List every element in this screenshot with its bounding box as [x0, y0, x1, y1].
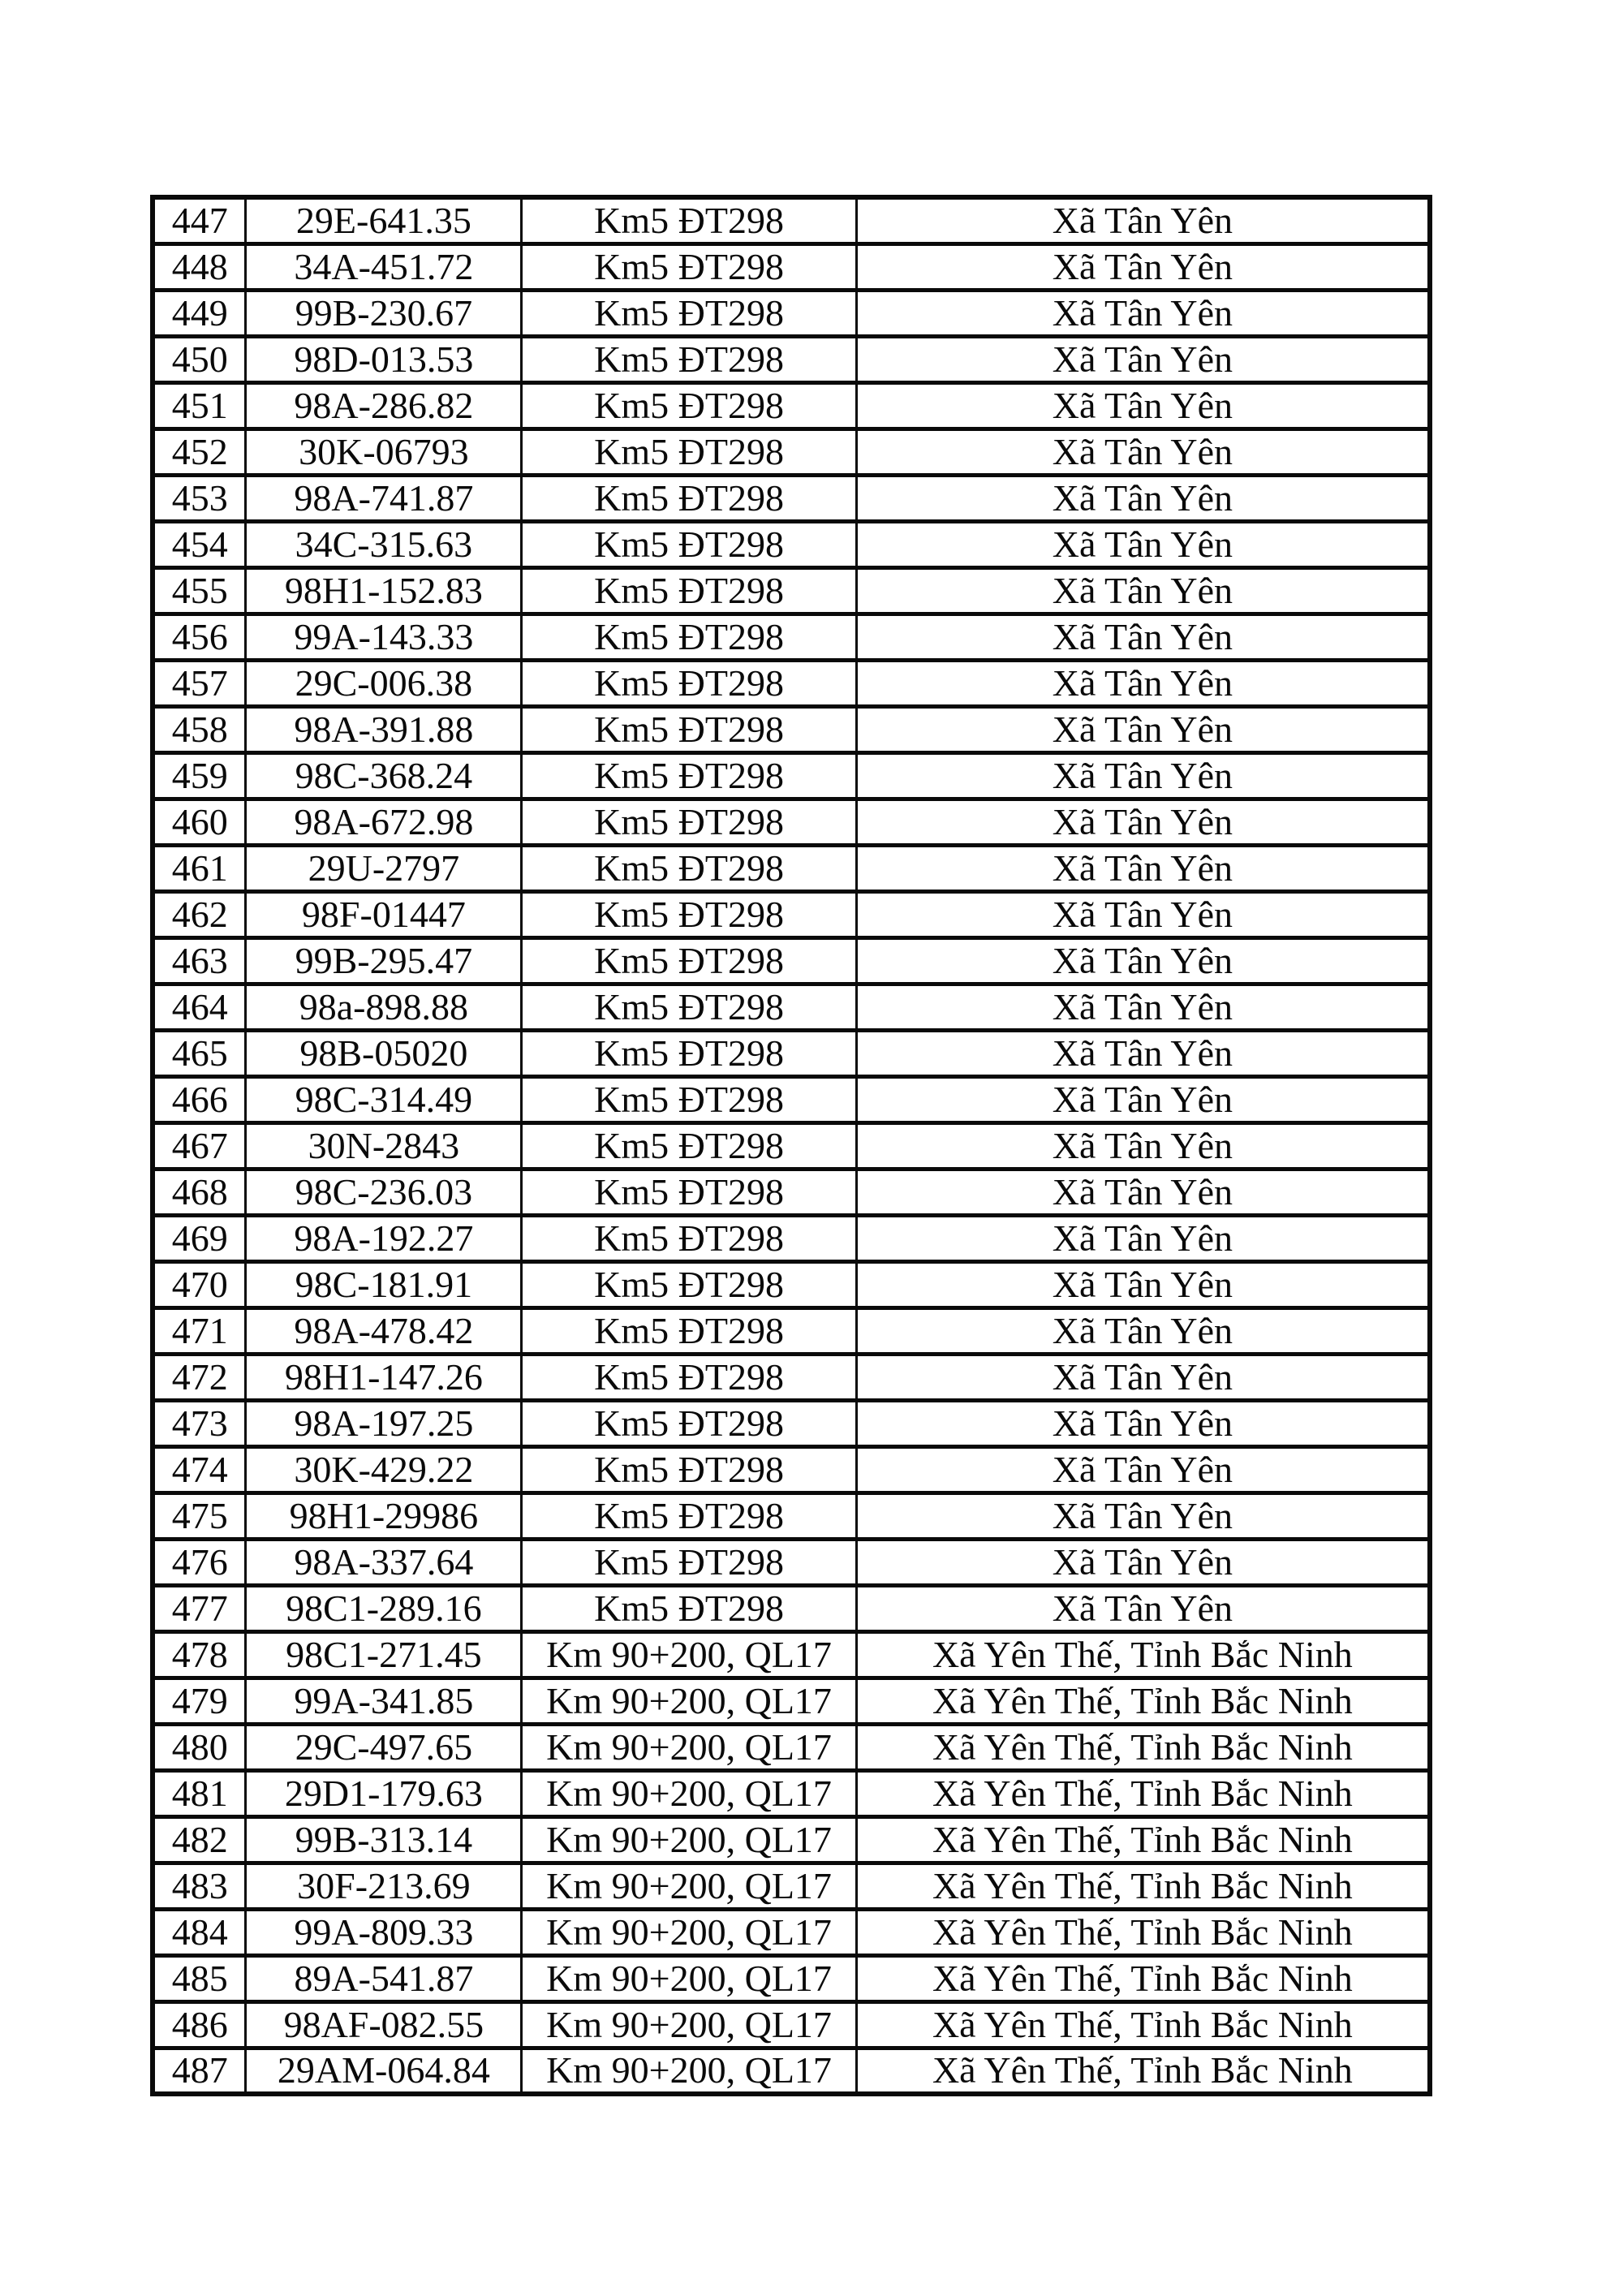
cell-location: Km5 ĐT298 [522, 614, 856, 660]
cell-license-plate: 98H1-147.26 [246, 1354, 522, 1400]
cell-row-number: 483 [153, 1863, 246, 1909]
table-row [153, 1539, 1430, 1585]
cell-license-plate: 98a-898.88 [246, 984, 522, 1030]
cell-row-number: 474 [153, 1446, 246, 1493]
cell-license-plate: 99A-341.85 [246, 1678, 522, 1724]
cell-place: Xã Yên Thế, Tỉnh Bắc Ninh [856, 2048, 1430, 2094]
cell-place: Xã Yên Thế, Tỉnh Bắc Ninh [856, 1724, 1430, 1770]
table-row [153, 1631, 1430, 1678]
cell-place: Xã Tân Yên [856, 1585, 1430, 1631]
cell-row-number: 485 [153, 1955, 246, 2001]
cell-place: Xã Tân Yên [856, 660, 1430, 706]
table-row [153, 521, 1430, 567]
cell-row-number: 468 [153, 1169, 246, 1215]
cell-license-plate: 30K-06793 [246, 429, 522, 475]
cell-location: Km 90+200, QL17 [522, 1678, 856, 1724]
cell-place: Xã Tân Yên [856, 1076, 1430, 1122]
table-row [153, 937, 1430, 984]
cell-license-plate: 98AF-082.55 [246, 2001, 522, 2048]
cell-place: Xã Tân Yên [856, 1030, 1430, 1076]
cell-place: Xã Yên Thế, Tỉnh Bắc Ninh [856, 1816, 1430, 1863]
table-row [153, 197, 1430, 243]
cell-location: Km5 ĐT298 [522, 521, 856, 567]
cell-location: Km5 ĐT298 [522, 660, 856, 706]
cell-row-number: 487 [153, 2048, 246, 2094]
cell-row-number: 465 [153, 1030, 246, 1076]
cell-row-number: 451 [153, 382, 246, 429]
cell-row-number: 479 [153, 1678, 246, 1724]
table-row [153, 845, 1430, 891]
cell-license-plate: 29E-641.35 [246, 197, 522, 243]
cell-place: Xã Tân Yên [856, 197, 1430, 243]
table-row [153, 1863, 1430, 1909]
table-body [153, 197, 1430, 2094]
cell-row-number: 467 [153, 1122, 246, 1169]
cell-license-plate: 30F-213.69 [246, 1863, 522, 1909]
cell-place: Xã Tân Yên [856, 429, 1430, 475]
cell-row-number: 461 [153, 845, 246, 891]
cell-license-plate: 34A-451.72 [246, 243, 522, 290]
cell-row-number: 462 [153, 891, 246, 937]
cell-place: Xã Yên Thế, Tỉnh Bắc Ninh [856, 1863, 1430, 1909]
cell-location: Km5 ĐT298 [522, 1261, 856, 1307]
table-row [153, 1446, 1430, 1493]
cell-row-number: 477 [153, 1585, 246, 1631]
cell-row-number: 459 [153, 752, 246, 799]
cell-location: Km5 ĐT298 [522, 290, 856, 336]
cell-license-plate: 98H1-152.83 [246, 567, 522, 614]
cell-license-plate: 98A-197.25 [246, 1400, 522, 1446]
cell-location: Km 90+200, QL17 [522, 1909, 856, 1955]
table-row [153, 1493, 1430, 1539]
table-row [153, 891, 1430, 937]
cell-license-plate: 98H1-29986 [246, 1493, 522, 1539]
cell-place: Xã Tân Yên [856, 1122, 1430, 1169]
table-row [153, 1354, 1430, 1400]
cell-location: Km5 ĐT298 [522, 1169, 856, 1215]
cell-location: Km5 ĐT298 [522, 1076, 856, 1122]
cell-place: Xã Yên Thế, Tỉnh Bắc Ninh [856, 1770, 1430, 1816]
cell-place: Xã Tân Yên [856, 1261, 1430, 1307]
cell-row-number: 472 [153, 1354, 246, 1400]
cell-row-number: 476 [153, 1539, 246, 1585]
cell-license-plate: 99B-313.14 [246, 1816, 522, 1863]
cell-place: Xã Tân Yên [856, 290, 1430, 336]
cell-license-plate: 98B-05020 [246, 1030, 522, 1076]
cell-location: Km 90+200, QL17 [522, 1724, 856, 1770]
cell-location: Km5 ĐT298 [522, 1539, 856, 1585]
cell-location: Km5 ĐT298 [522, 752, 856, 799]
cell-location: Km5 ĐT298 [522, 475, 856, 521]
cell-row-number: 480 [153, 1724, 246, 1770]
cell-license-plate: 99A-143.33 [246, 614, 522, 660]
table-row [153, 752, 1430, 799]
table-row [153, 1076, 1430, 1122]
cell-place: Xã Tân Yên [856, 1539, 1430, 1585]
cell-location: Km 90+200, QL17 [522, 1816, 856, 1863]
cell-location: Km5 ĐT298 [522, 429, 856, 475]
cell-license-plate: 29U-2797 [246, 845, 522, 891]
cell-license-plate: 29C-497.65 [246, 1724, 522, 1770]
cell-location: Km5 ĐT298 [522, 1030, 856, 1076]
cell-place: Xã Tân Yên [856, 614, 1430, 660]
cell-location: Km5 ĐT298 [522, 197, 856, 243]
table-row [153, 1122, 1430, 1169]
table-row [153, 429, 1430, 475]
cell-row-number: 475 [153, 1493, 246, 1539]
table-row [153, 1678, 1430, 1724]
table-row [153, 1955, 1430, 2001]
cell-row-number: 466 [153, 1076, 246, 1122]
cell-place: Xã Tân Yên [856, 382, 1430, 429]
cell-row-number: 455 [153, 567, 246, 614]
table-row [153, 1770, 1430, 1816]
cell-row-number: 469 [153, 1215, 246, 1261]
cell-license-plate: 98A-391.88 [246, 706, 522, 752]
table-row [153, 1261, 1430, 1307]
cell-place: Xã Yên Thế, Tỉnh Bắc Ninh [856, 1678, 1430, 1724]
cell-place: Xã Tân Yên [856, 243, 1430, 290]
table-row [153, 1400, 1430, 1446]
table-row [153, 1816, 1430, 1863]
table-row [153, 475, 1430, 521]
cell-license-plate: 30N-2843 [246, 1122, 522, 1169]
cell-license-plate: 34C-315.63 [246, 521, 522, 567]
cell-row-number: 453 [153, 475, 246, 521]
table-row [153, 336, 1430, 382]
cell-location: Km 90+200, QL17 [522, 2048, 856, 2094]
table-row [153, 1909, 1430, 1955]
cell-license-plate: 29C-006.38 [246, 660, 522, 706]
cell-place: Xã Tân Yên [856, 984, 1430, 1030]
cell-row-number: 450 [153, 336, 246, 382]
cell-license-plate: 98A-672.98 [246, 799, 522, 845]
cell-license-plate: 89A-541.87 [246, 1955, 522, 2001]
cell-row-number: 470 [153, 1261, 246, 1307]
cell-location: Km5 ĐT298 [522, 845, 856, 891]
table-row [153, 1030, 1430, 1076]
cell-place: Xã Tân Yên [856, 799, 1430, 845]
cell-row-number: 471 [153, 1307, 246, 1354]
table-row [153, 614, 1430, 660]
cell-location: Km5 ĐT298 [522, 891, 856, 937]
cell-location: Km5 ĐT298 [522, 1446, 856, 1493]
cell-location: Km5 ĐT298 [522, 382, 856, 429]
table-row [153, 706, 1430, 752]
cell-place: Xã Tân Yên [856, 475, 1430, 521]
table-row [153, 1307, 1430, 1354]
cell-place: Xã Tân Yên [856, 752, 1430, 799]
table-row [153, 382, 1430, 429]
cell-place: Xã Tân Yên [856, 1307, 1430, 1354]
cell-place: Xã Tân Yên [856, 891, 1430, 937]
cell-location: Km 90+200, QL17 [522, 2001, 856, 2048]
cell-place: Xã Tân Yên [856, 1215, 1430, 1261]
cell-place: Xã Tân Yên [856, 1446, 1430, 1493]
cell-location: Km5 ĐT298 [522, 1122, 856, 1169]
cell-row-number: 449 [153, 290, 246, 336]
table-row [153, 2001, 1430, 2048]
cell-row-number: 454 [153, 521, 246, 567]
table-row [153, 1169, 1430, 1215]
cell-license-plate: 99B-230.67 [246, 290, 522, 336]
cell-row-number: 481 [153, 1770, 246, 1816]
table-row [153, 984, 1430, 1030]
cell-row-number: 447 [153, 197, 246, 243]
cell-place: Xã Yên Thế, Tỉnh Bắc Ninh [856, 1955, 1430, 2001]
cell-license-plate: 98A-192.27 [246, 1215, 522, 1261]
cell-place: Xã Yên Thế, Tỉnh Bắc Ninh [856, 1631, 1430, 1678]
cell-license-plate: 98A-741.87 [246, 475, 522, 521]
cell-location: Km5 ĐT298 [522, 243, 856, 290]
cell-license-plate: 98C-181.91 [246, 1261, 522, 1307]
cell-place: Xã Tân Yên [856, 845, 1430, 891]
cell-location: Km5 ĐT298 [522, 984, 856, 1030]
cell-license-plate: 98C1-271.45 [246, 1631, 522, 1678]
table-row [153, 1585, 1430, 1631]
cell-row-number: 473 [153, 1400, 246, 1446]
cell-row-number: 460 [153, 799, 246, 845]
cell-row-number: 486 [153, 2001, 246, 2048]
cell-location: Km 90+200, QL17 [522, 1631, 856, 1678]
table-row [153, 567, 1430, 614]
cell-license-plate: 99A-809.33 [246, 1909, 522, 1955]
cell-license-plate: 98F-01447 [246, 891, 522, 937]
cell-row-number: 452 [153, 429, 246, 475]
cell-place: Xã Tân Yên [856, 567, 1430, 614]
vehicle-plate-table [150, 195, 1432, 2096]
table-row [153, 660, 1430, 706]
cell-place: Xã Yên Thế, Tỉnh Bắc Ninh [856, 1909, 1430, 1955]
cell-row-number: 464 [153, 984, 246, 1030]
cell-license-plate: 98A-286.82 [246, 382, 522, 429]
cell-location: Km 90+200, QL17 [522, 1770, 856, 1816]
cell-location: Km5 ĐT298 [522, 1354, 856, 1400]
cell-row-number: 448 [153, 243, 246, 290]
cell-location: Km5 ĐT298 [522, 1400, 856, 1446]
cell-license-plate: 30K-429.22 [246, 1446, 522, 1493]
cell-place: Xã Tân Yên [856, 1354, 1430, 1400]
cell-location: Km 90+200, QL17 [522, 1955, 856, 2001]
cell-place: Xã Tân Yên [856, 1169, 1430, 1215]
cell-license-plate: 99B-295.47 [246, 937, 522, 984]
cell-location: Km5 ĐT298 [522, 706, 856, 752]
cell-row-number: 484 [153, 1909, 246, 1955]
table-row [153, 799, 1430, 845]
cell-row-number: 482 [153, 1816, 246, 1863]
cell-license-plate: 29AM-064.84 [246, 2048, 522, 2094]
cell-place: Xã Tân Yên [856, 1493, 1430, 1539]
cell-location: Km5 ĐT298 [522, 567, 856, 614]
cell-place: Xã Tân Yên [856, 937, 1430, 984]
cell-row-number: 478 [153, 1631, 246, 1678]
cell-license-plate: 98C-236.03 [246, 1169, 522, 1215]
cell-place: Xã Yên Thế, Tỉnh Bắc Ninh [856, 2001, 1430, 2048]
cell-location: Km5 ĐT298 [522, 336, 856, 382]
cell-row-number: 463 [153, 937, 246, 984]
table-row [153, 243, 1430, 290]
table-row [153, 1724, 1430, 1770]
cell-license-plate: 98D-013.53 [246, 336, 522, 382]
cell-row-number: 456 [153, 614, 246, 660]
cell-row-number: 458 [153, 706, 246, 752]
table-row [153, 2048, 1430, 2094]
cell-place: Xã Tân Yên [856, 706, 1430, 752]
cell-license-plate: 98A-478.42 [246, 1307, 522, 1354]
cell-location: Km5 ĐT298 [522, 1215, 856, 1261]
cell-place: Xã Tân Yên [856, 336, 1430, 382]
cell-place: Xã Tân Yên [856, 1400, 1430, 1446]
cell-location: Km5 ĐT298 [522, 1493, 856, 1539]
cell-license-plate: 98C-368.24 [246, 752, 522, 799]
cell-license-plate: 98C1-289.16 [246, 1585, 522, 1631]
cell-row-number: 457 [153, 660, 246, 706]
cell-location: Km5 ĐT298 [522, 799, 856, 845]
cell-license-plate: 98A-337.64 [246, 1539, 522, 1585]
cell-location: Km 90+200, QL17 [522, 1863, 856, 1909]
table-row [153, 290, 1430, 336]
cell-license-plate: 29D1-179.63 [246, 1770, 522, 1816]
cell-license-plate: 98C-314.49 [246, 1076, 522, 1122]
table-row [153, 1215, 1430, 1261]
cell-place: Xã Tân Yên [856, 521, 1430, 567]
cell-location: Km5 ĐT298 [522, 1585, 856, 1631]
cell-location: Km5 ĐT298 [522, 1307, 856, 1354]
cell-location: Km5 ĐT298 [522, 937, 856, 984]
